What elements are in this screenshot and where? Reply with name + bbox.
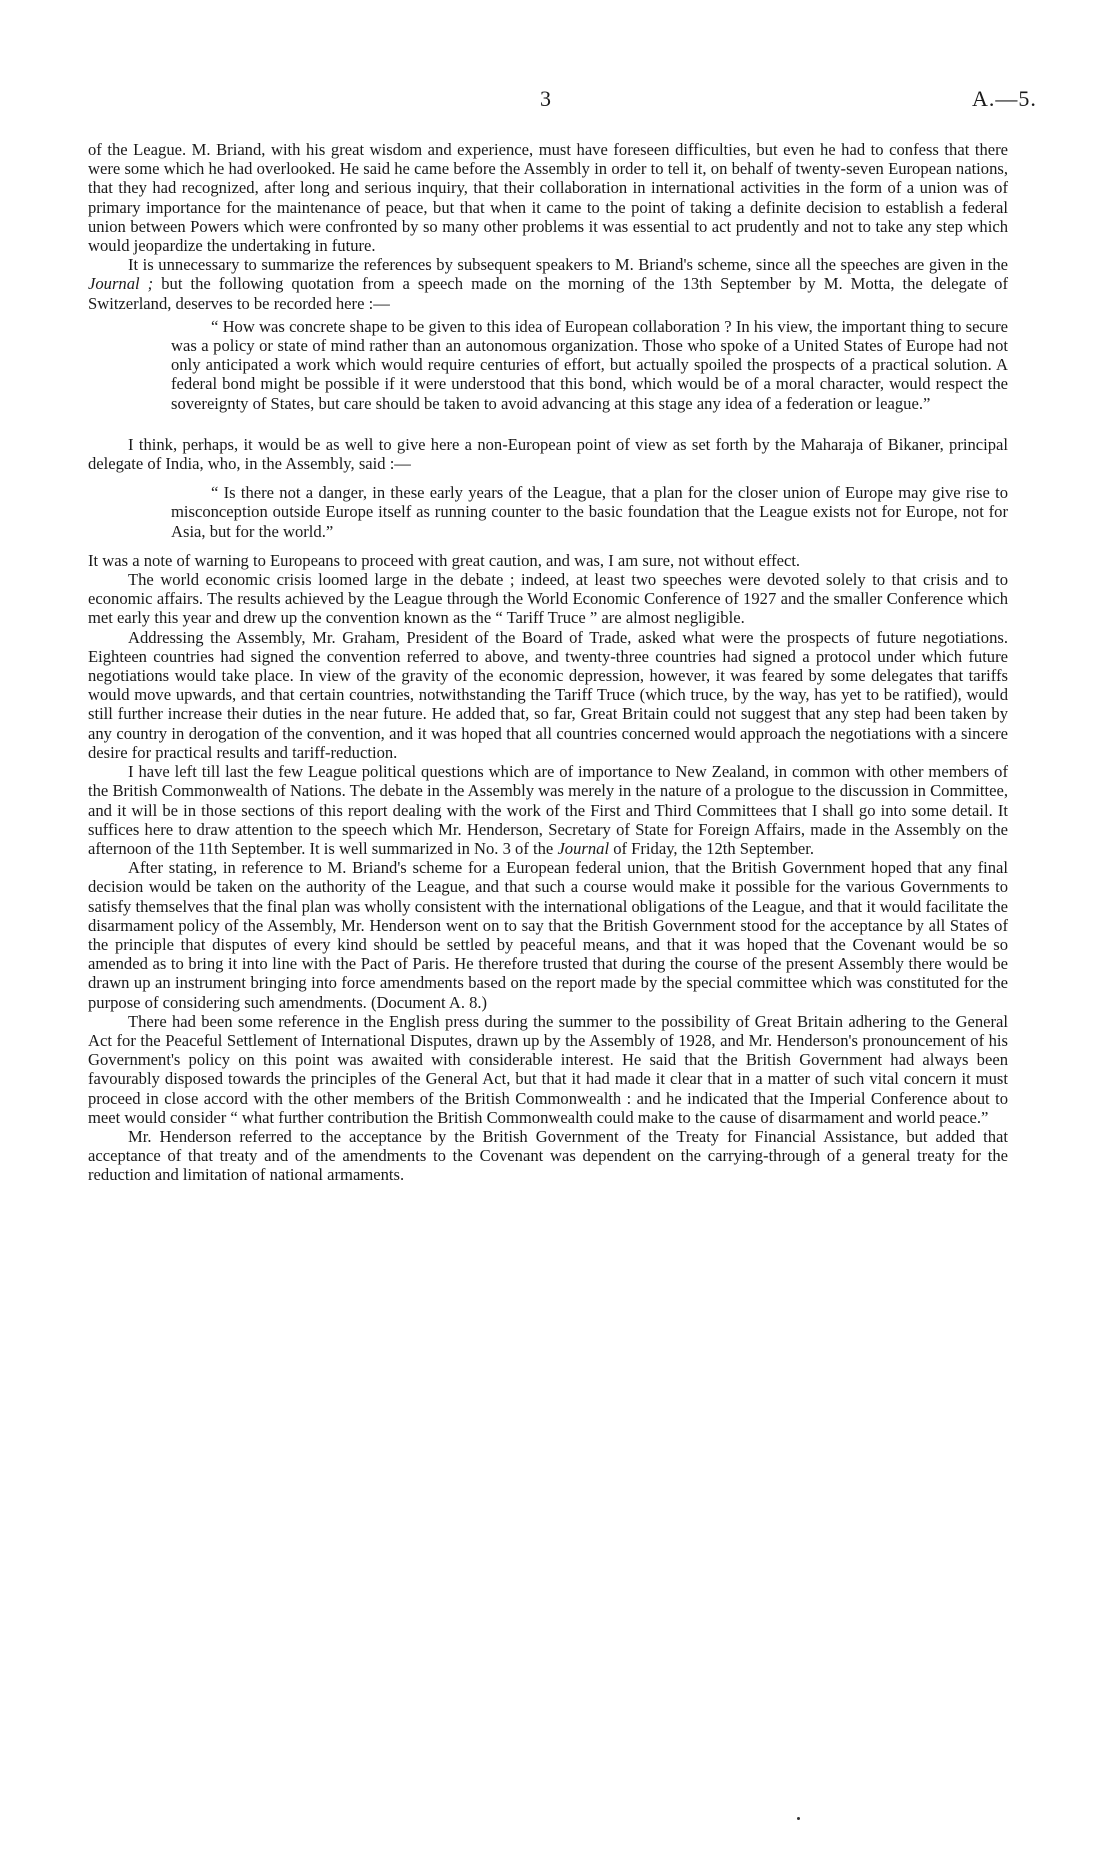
paragraph: I think, perhaps, it would be as well to give here a non-European point of view as set forth by the Maharaja of Bikaner, principal delegate of India, who, in the Assembly, said :— [88, 434, 1008, 474]
print-speck [797, 1817, 800, 1820]
document-body [88, 140, 1008, 1185]
paragraph [88, 255, 1008, 313]
paragraph: It was a note of warning to Europeans to proceed with great caution, and was, I am sure, not without effect. [88, 550, 801, 570]
paragraph-text: It is unnecessary to summarize the references by subsequent speakers to M. Briand's scheme, since all the speeches are given in the [128, 255, 1008, 275]
paragraph-text: of Friday, the 12th September. [609, 838, 814, 858]
paragraph: The world economic crisis loomed large in the debate ; indeed, at least two speeches were devoted solely to that crisis and to economic affairs. The results achieved by the League through the World Economic Conference of 1927 and the smaller Conference which met early this year and drew up the convention known as the “ Tariff Truce ” are almost negligible. [88, 570, 1008, 628]
page-number: 3 [540, 86, 552, 111]
block-quote-motta: “ How was concrete shape to be given to this idea of European collaboration ? In his view, the important thing to secure was a policy or state of mind rather than an autonomous organization. Those who spoke of a United States of Europe had not only anticipated a work which would require centuries of effort, but actually spoiled the prospects of a practical solution. A federal bond might be possible if it were understood that this bond, which would be of a moral character, would respect the sovereignty of States, but care should be taken to avoid advancing at this stage any idea of a federation or league.” [171, 316, 1008, 413]
paragraph: Mr. Henderson referred to the acceptance by the British Government of the Treaty for Financial Assistance, but added that acceptance of that treaty and of the amendments to the Covenant was dependent on the carrying-through of a general treaty for the reduction and limitation of national armaments. [88, 1126, 1008, 1185]
paragraph-continuation: of the League. M. Briand, with his great wisdom and experience, must have foreseen difficulties, but even he had to confess that there were some which he had overlooked. He said he came before the Assembly in order to tell it, on behalf of twenty-seven European nations, that they had recognized, after long and serious inquiry, that their collaboration in international activities in the form of a union was of primary importance for the maintenance of peace, but that when it came to the point of taking a definite decision to establish a federal union between Powers which were confronted by so many other problems it was essential to act prudently and not to take any step which would jeopardize the undertaking in future. [88, 140, 1008, 256]
document-reference: A.—5. [972, 86, 1037, 111]
paragraph: Addressing the Assembly, Mr. Graham, President of the Board of Trade, asked what were the prospects of future negotiations. Eighteen countries had signed the convention referred to above, and twenty-three countries had signed a protocol under which future negotiations would take place. In view of the gravity of the economic depression, however, it was feared by some delegates that tariffs would move upwards, and that certain countries, notwithstanding the Tariff Truce (which truce, by the way, has yet to be ratified), would still further increase their duties in the near future. He added that, so far, Great Britain could not suggest that any step had been taken by any country in derogation of the convention, and it was hoped that all countries concerned would approach the negotiations with a sincere desire for practical results and tariff-reduction. [88, 627, 1008, 762]
journal-title: Journal [557, 838, 610, 858]
paragraph [88, 762, 1008, 858]
paragraph: There had been some reference in the English press during the summer to the possibility of Great Britain adhering to the General Act for the Peaceful Settlement of International Disputes, drawn up by the Assembly of 1928, and Mr. Henderson's pronouncement of his Government's policy on this point was awaited with considerable interest. He said that the British Government had always been favourably disposed towards the principles of the General Act, but that it had made it clear that in a matter of such vital concern it must proceed in close accord with the other members of the British Commonwealth : and he indicated that the Imperial Conference about to meet would consider “ what further contribution the British Commonwealth could make to the cause of disarmament and world peace.” [88, 1011, 1008, 1127]
block-quote-bikaner: “ Is there not a danger, in these early years of the League, that a plan for the closer union of Europe may give rise to misconception outside Europe itself as running counter to the basic foundation that the League exists not for Europe, not for Asia, but for the world.” [171, 483, 1008, 541]
paragraph-text: but the following quotation from a speech made on the morning of the 13th September by M. Motta, the delegate of Switzerland, deserves to be recorded here :— [88, 274, 1008, 313]
journal-title: Journal ; [88, 274, 154, 294]
paragraph: After stating, in reference to M. Briand's scheme for a European federal union, that the British Government hoped that any final decision would be taken on the authority of the League, and that such a course would make it possible for the various Governments to satisfy themselves that the final plan was wholly consistent with the international obligations of the League, and that it would facilitate the disarmament policy of the Assembly, Mr. Henderson went on to say that the British Government stood for the acceptance by all States of the principle that disputes of every kind should be settled by peaceful means, and that it was hoped that the Covenant would be so amended as to bring it into line with the Pact of Paris. He therefore trusted that during the course of the present Assembly there would be drawn up an instrument bringing into force amendments based on the report made by the special committee which was constituted for the purpose of considering such amendments. (Document A. 8.) [88, 858, 1008, 1012]
paragraph-text: I have left till last the few League political questions which are of importance to New Zealand, in common with other members of the British Commonwealth of Nations. The debate in the Assembly was merely in the nature of a prologue to the discussion in Committee, and it will be in those sections of this report dealing with the work of the First and Third Committees that I shall go into some detail. It suffices here to draw attention to the speech which Mr. Henderson, Secretary of State for Foreign Affairs, made in the Assembly on the afternoon of the 11th September. It is well summarized in No. 3 of the [88, 762, 1008, 858]
